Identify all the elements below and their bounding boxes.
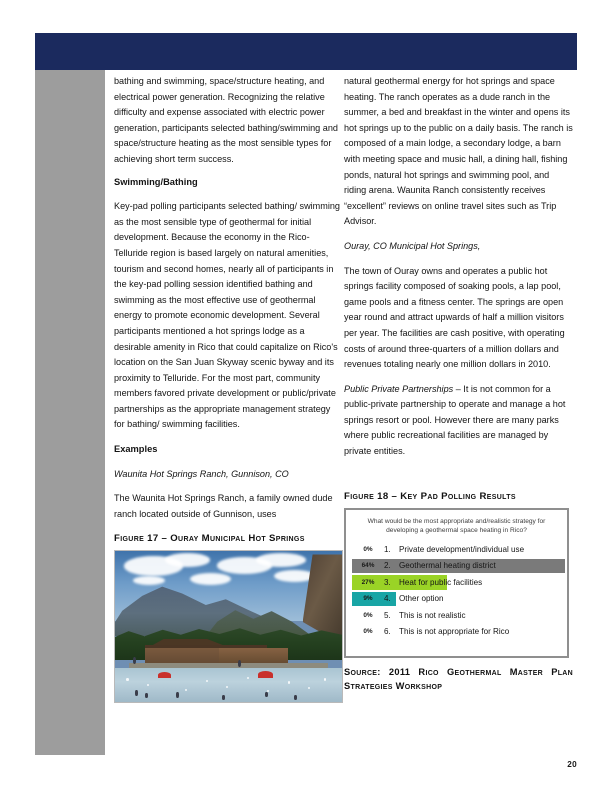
photo-swimming-pool: [115, 668, 342, 703]
photo-swimmer: [265, 692, 268, 697]
chart-row: [350, 541, 563, 558]
chart-rows: [350, 541, 563, 640]
photo-cloud: [133, 576, 165, 585]
paragraph-waunita-description: The Waunita Hot Springs Ranch, a family owned dude ranch located outside of Gunnison, uses: [114, 493, 333, 519]
photo-lodge-annex: [219, 648, 287, 665]
photo-cloud: [274, 570, 315, 582]
paragraph-waunita-ranch-detail: natural geothermal energy for hot springs and space heating. The ranch operates as a dude ranch in the summer, a bed and breakfast in the winter and opens its hot springs up to the public on a daily basis. The ranch is composed of a main lodge, a secondary lodge, a barn with meeting space and music hall, a dining hall, fishing ponds, natural hot springs and swimming pool, and riding arena. Waunita Ranch consistently receives “excellent” reviews on online travel sites such as Trip Advisor.: [344, 76, 573, 227]
chart-option-label: This is not realistic: [399, 610, 466, 620]
chart-option-number: 5.: [384, 610, 391, 620]
header-accent-bar: [35, 33, 577, 70]
sidebar-accent-band: [35, 70, 105, 755]
photo-umbrella: [158, 672, 171, 678]
photo-water-sparkle: [126, 678, 129, 681]
photo-swimmer: [222, 695, 225, 700]
chart-option-number: 3.: [384, 577, 391, 587]
chart-row: [350, 574, 563, 591]
photo-cloud: [165, 553, 210, 567]
right-text-column: [344, 74, 573, 694]
chart-option-label: This is not appropriate for Rico: [399, 627, 510, 637]
paragraph-public-private-body: – It is not common for a public-private partnership to operate and manage a hot springs resort or pool. However there are many parks where public recreational facilities are managed by private entities.: [344, 383, 566, 457]
heading-swimming-bathing: Swimming/Bathing: [114, 176, 198, 187]
figure-17-caption: Figure 17 – Ouray Municipal Hot Springs: [114, 533, 305, 545]
paragraph-ouray-description: The town of Ouray owns and operates a public hot springs facility composed of soaking pools, a lap pool, game pools and a fitness center. The springs are open year round and attract upwards of half a million visitors per year. The facilities are cash positive, with operating costs of around three-quarters of a million dollars and revenues totaling nearly one million dollars in 2010.: [344, 265, 565, 370]
chart-option-number: 6.: [384, 627, 391, 637]
photo-swimmer: [145, 693, 148, 698]
chart-option-label: Heat for public facilities: [399, 577, 483, 587]
paragraph-public-private-partnerships: [344, 382, 573, 460]
paragraph-short-term-success: bathing and swimming, space/structure heating, and electrical power generation. Recognizing the relative difficulty and expense associated with electric power generation, participants selected bathing/swimming and space/structure heating as the most sensible types for achieving short term success.: [114, 76, 338, 164]
figure-18-source: Source: 2011 Rico Geothermal Master Plan Strategies Workshop: [344, 666, 573, 692]
chart-bar-value: 0%: [363, 611, 373, 619]
chart-option-label: Private development/individual use: [399, 544, 525, 554]
photo-swimmer: [238, 660, 241, 667]
chart-option-label: Geothermal heating district: [399, 561, 496, 571]
page-number: 20: [567, 760, 577, 769]
chart-question: What would be the most appropriate and/realistic strategy for developing a geothermal space heating in Rico?: [367, 517, 546, 534]
left-text-column: [114, 74, 343, 703]
photo-cloud: [256, 553, 306, 567]
photo-umbrella: [258, 671, 273, 678]
chart-row: [350, 607, 563, 624]
figure-17-photo: [114, 550, 343, 703]
chart-bar-value: 0%: [363, 545, 373, 553]
italic-lead-public-private-partnerships: Public Private Partnerships: [344, 383, 454, 394]
chart-row: [350, 591, 563, 608]
chart-bar-value: 0%: [363, 628, 373, 636]
photo-cloud: [190, 573, 231, 585]
chart-option-number: 1.: [384, 544, 391, 554]
heading-examples: Examples: [114, 444, 158, 455]
paragraph-keypad-polling-bathing: Key-pad polling participants selected bathing/ swimming as the most sensible type of geothermal for initial development. Because the economy in the Rico-Telluride region is based largely on natural amenities, tourism and second homes, nearly all of participants in the key-pad polling session identified bathing and swimming as the most effective use of geothermal energy to promote economic development. Several participants mentioned a hot springs lodge as a desirable amenity in Rico that could capitalize on Rico's location on the San Juan Skyway scenic byway and its proximity to Telluride. For the most part, community members favored private development or public/private partnerships as the appropriate management strategy for bathing/ swimming facilities.: [114, 201, 340, 430]
chart-bar-value: 64%: [361, 562, 375, 570]
subheading-ouray-municipal-hot-springs: Ouray, CO Municipal Hot Springs,: [344, 240, 481, 251]
chart-bar-value: 27%: [361, 578, 375, 586]
subheading-waunita-hot-springs-ranch: Waunita Hot Springs Ranch, Gunnison, CO: [114, 468, 289, 479]
chart-row: [350, 624, 563, 641]
figure-18-caption: Figure 18 – Key Pad Polling Results: [344, 490, 516, 502]
keypad-polling-chart: [344, 508, 569, 658]
chart-bar-value: 9%: [363, 595, 373, 603]
chart-option-number: 4.: [384, 594, 391, 604]
photo-water-sparkle: [288, 681, 291, 684]
chart-option-number: 2.: [384, 561, 391, 571]
chart-row: [350, 558, 563, 575]
chart-option-label: Other option: [399, 594, 444, 604]
